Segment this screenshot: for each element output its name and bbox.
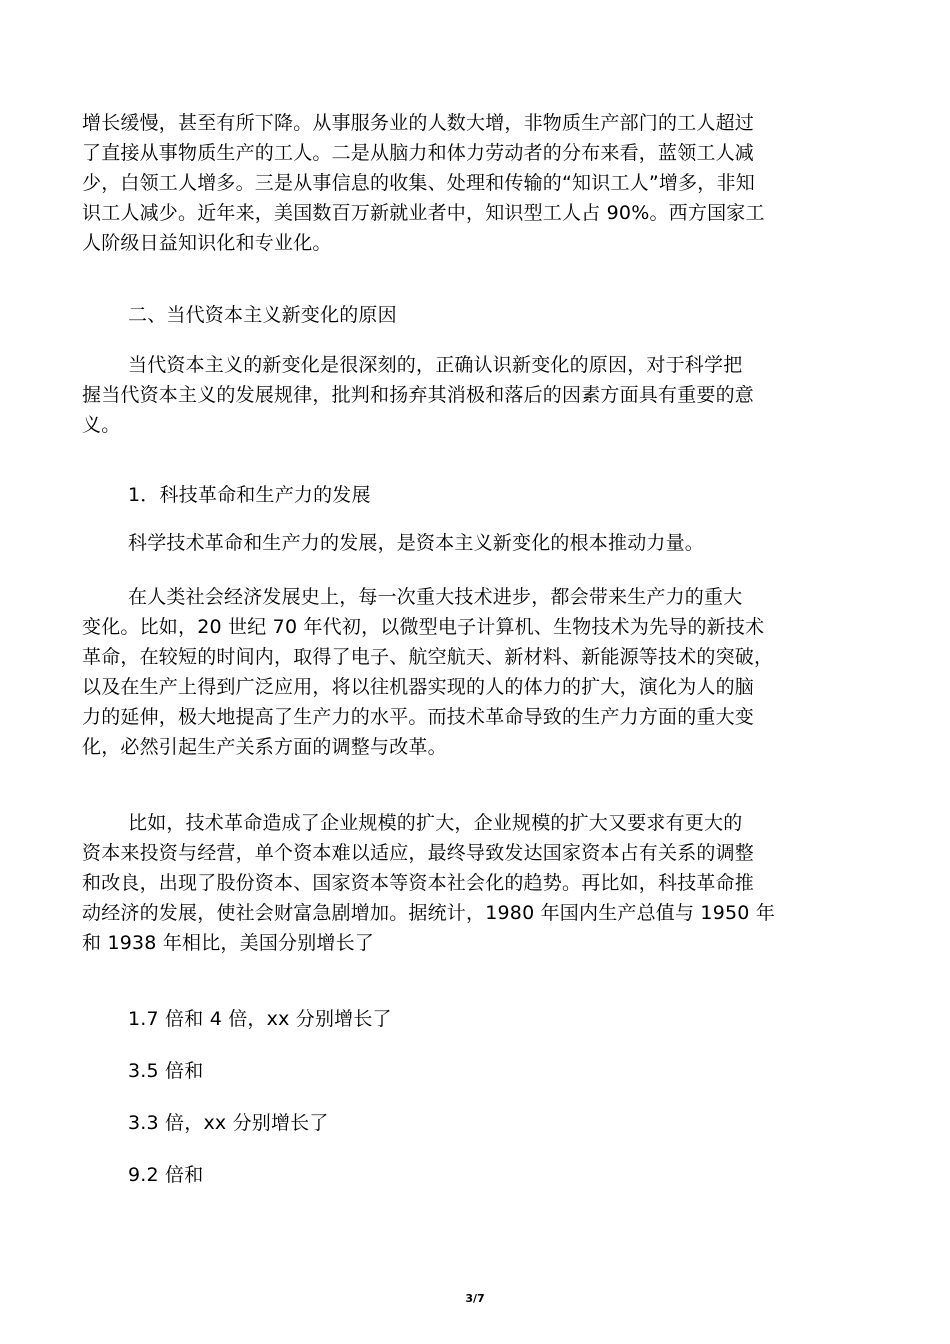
text-line: 变化。比如，20 世纪 70 年代初，以微型电子计算机、生物技术为先导的新技术 <box>82 616 765 638</box>
text-line: 1.7 倍和 4 倍，xx 分别增长了 <box>128 1008 392 1030</box>
growth-figure-line <box>82 1160 872 1190</box>
paragraph-reasons-intro <box>82 350 872 440</box>
page-number: 3/7 <box>465 1292 485 1305</box>
text-line: 比如，技术革命造成了企业规模的扩大，企业规模的扩大又要求有更大的 <box>128 812 743 834</box>
paragraph-driving-force <box>82 528 872 558</box>
subsection-heading-text: 1．科技革命和生产力的发展 <box>128 484 371 506</box>
text-line: 了直接从事物质生产的工人。二是从脑力和体力劳动者的分布来看，蓝领工人减 <box>82 142 755 164</box>
paragraph-tech-progress <box>82 582 872 762</box>
text-line: 当代资本主义的新变化是很深刻的，正确认识新变化的原因，对于科学把 <box>128 354 743 376</box>
growth-figure-line <box>82 1004 872 1034</box>
text-line: 人阶级日益知识化和专业化。 <box>82 232 332 254</box>
text-line: 9.2 倍和 <box>128 1164 204 1186</box>
text-line: 以及在生产上得到广泛应用，将以往机器实现的人的体力的扩大，演化为人的脑 <box>82 676 755 698</box>
section-heading <box>82 300 872 330</box>
text-line: 资本来投资与经营，单个资本难以适应，最终导致发达国家资本占有关系的调整 <box>82 842 755 864</box>
text-line: 义。 <box>82 414 121 436</box>
text-line: 识工人减少。近年来，美国数百万新就业者中，知识型工人占 90%。西方国家工 <box>82 202 765 224</box>
subsection-heading <box>82 480 872 510</box>
text-line: 3.5 倍和 <box>128 1060 204 1082</box>
text-line: 革命，在较短的时间内，取得了电子、航空航天、新材料、新能源等技术的突破， <box>82 646 774 668</box>
growth-figure-line <box>82 1056 872 1086</box>
text-line: 动经济的发展，使社会财富急剧增加。据统计，1980 年国内生产总值与 1950 年 <box>82 902 776 924</box>
text-line: 3.3 倍，xx 分别增长了 <box>128 1112 329 1134</box>
paragraph-workforce-changes <box>82 108 872 258</box>
text-line: 增长缓慢，甚至有所下降。从事服务业的人数大增，非物质生产部门的工人超过 <box>82 112 755 134</box>
text-line: 力的延伸，极大地提高了生产力的水平。而技术革命导致的生产力方面的重大变 <box>82 706 755 728</box>
text-line: 少，白领工人增多。三是从事信息的收集、处理和传输的“知识工人”增多，非知 <box>82 172 755 194</box>
paragraph-enterprise-scale <box>82 808 872 958</box>
text-line: 在人类社会经济发展史上，每一次重大技术进步，都会带来生产力的重大 <box>128 586 743 608</box>
section-heading-text: 二、当代资本主义新变化的原因 <box>128 304 397 326</box>
text-line: 和改良，出现了股份资本、国家资本等资本社会化的趋势。再比如，科技革命推 <box>82 872 755 894</box>
growth-figure-line <box>82 1108 872 1138</box>
text-line: 握当代资本主义的发展规律，批判和扬弃其消极和落后的因素方面具有重要的意 <box>82 384 755 406</box>
text-line: 和 1938 年相比，美国分别增长了 <box>82 932 375 954</box>
text-line: 科学技术革命和生产力的发展，是资本主义新变化的根本推动力量。 <box>128 532 705 554</box>
text-line: 化，必然引起生产关系方面的调整与改革。 <box>82 736 447 758</box>
